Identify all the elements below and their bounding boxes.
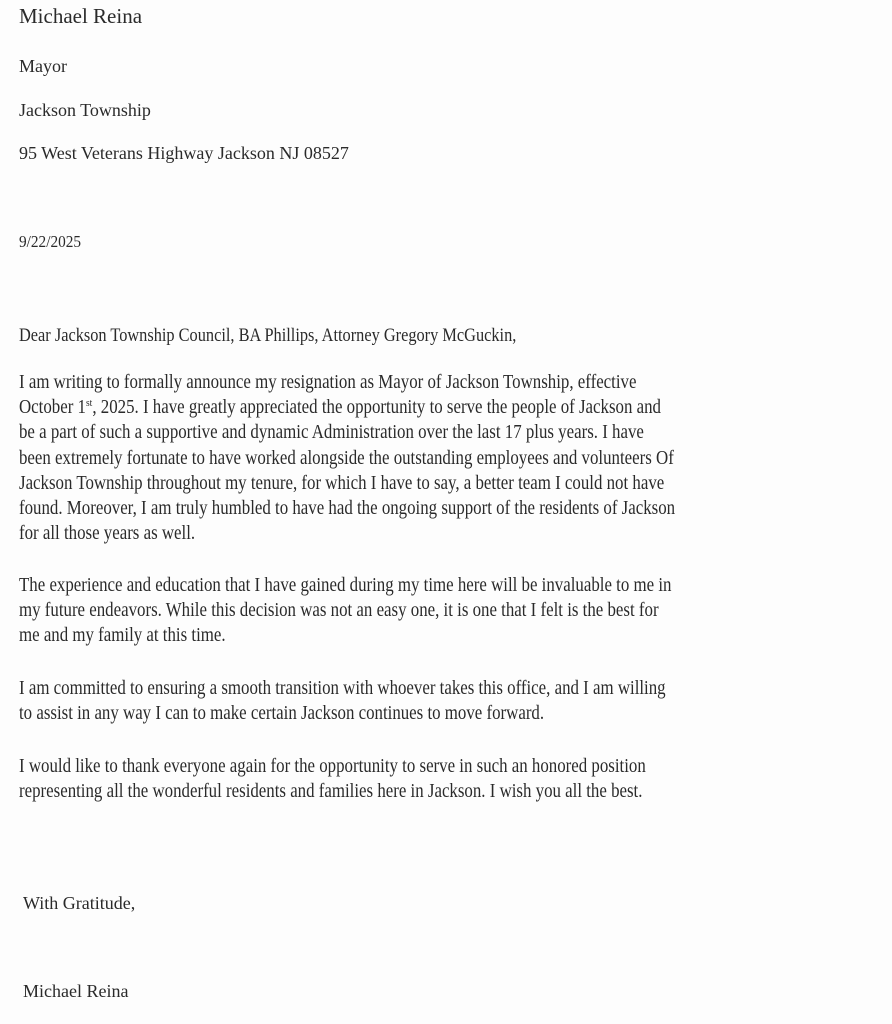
paragraph-line: I would like to thank everyone again for the opportunity to serve in such an honored position bbox=[19, 756, 646, 777]
paragraph-line: I am committed to ensuring a smooth transition with whoever takes this office, and I am willing bbox=[19, 678, 666, 699]
paragraph-line-rest: , 2025. I have greatly appreciated the opportunity to serve the people of Jackson and bbox=[92, 397, 661, 419]
letter-date: 9/22/2025 bbox=[19, 232, 82, 251]
paragraph-4 bbox=[19, 754, 884, 804]
sender-title: Mayor bbox=[19, 56, 67, 76]
paragraph-2 bbox=[19, 573, 884, 649]
paragraph-line: representing all the wonderful residents and families here in Jackson. I wish you all the best. bbox=[19, 781, 643, 803]
effective-date-text: October 1 bbox=[19, 397, 86, 419]
closing: With Gratitude, bbox=[23, 893, 136, 913]
paragraph-line: to assist in any way I can to make certain Jackson continues to move forward. bbox=[19, 703, 545, 725]
ordinal-suffix: st bbox=[85, 397, 93, 410]
paragraph-line: Jackson Township throughout my tenure, for which I have to say, a better team I could not have bbox=[19, 472, 665, 494]
paragraph-line: me and my family at this time. bbox=[19, 625, 226, 647]
paragraph-3 bbox=[19, 676, 884, 726]
sender-organization: Jackson Township bbox=[19, 100, 151, 120]
paragraph-line bbox=[19, 395, 884, 420]
paragraph-1 bbox=[19, 370, 884, 546]
paragraph-line: my future endeavors. While this decision was not an easy one, it is one that I felt is the best for bbox=[19, 600, 659, 622]
paragraph-line: found. Moreover, I am truly humbled to have had the ongoing support of the residents of Jackson bbox=[19, 498, 676, 520]
paragraph-line: for all those years as well. bbox=[19, 523, 196, 545]
paragraph-line: The experience and education that I have gained during my time here will be invaluable to me in bbox=[19, 575, 672, 596]
signature: Michael Reina bbox=[23, 981, 129, 1001]
paragraph-line: been extremely fortunate to have worked alongside the outstanding employees and volunteers Of bbox=[19, 447, 674, 469]
sender-name: Michael Reina bbox=[19, 4, 143, 28]
sender-address: 95 West Veterans Highway Jackson NJ 08527 bbox=[19, 143, 349, 163]
paragraph-line: I am writing to formally announce my resignation as Mayor of Jackson Township, effective bbox=[19, 372, 637, 393]
paragraph-line: be a part of such a supportive and dynamic Administration over the last 17 plus years. I have bbox=[19, 422, 644, 444]
salutation: Dear Jackson Township Council, BA Phillips, Attorney Gregory McGuckin, bbox=[19, 325, 517, 346]
